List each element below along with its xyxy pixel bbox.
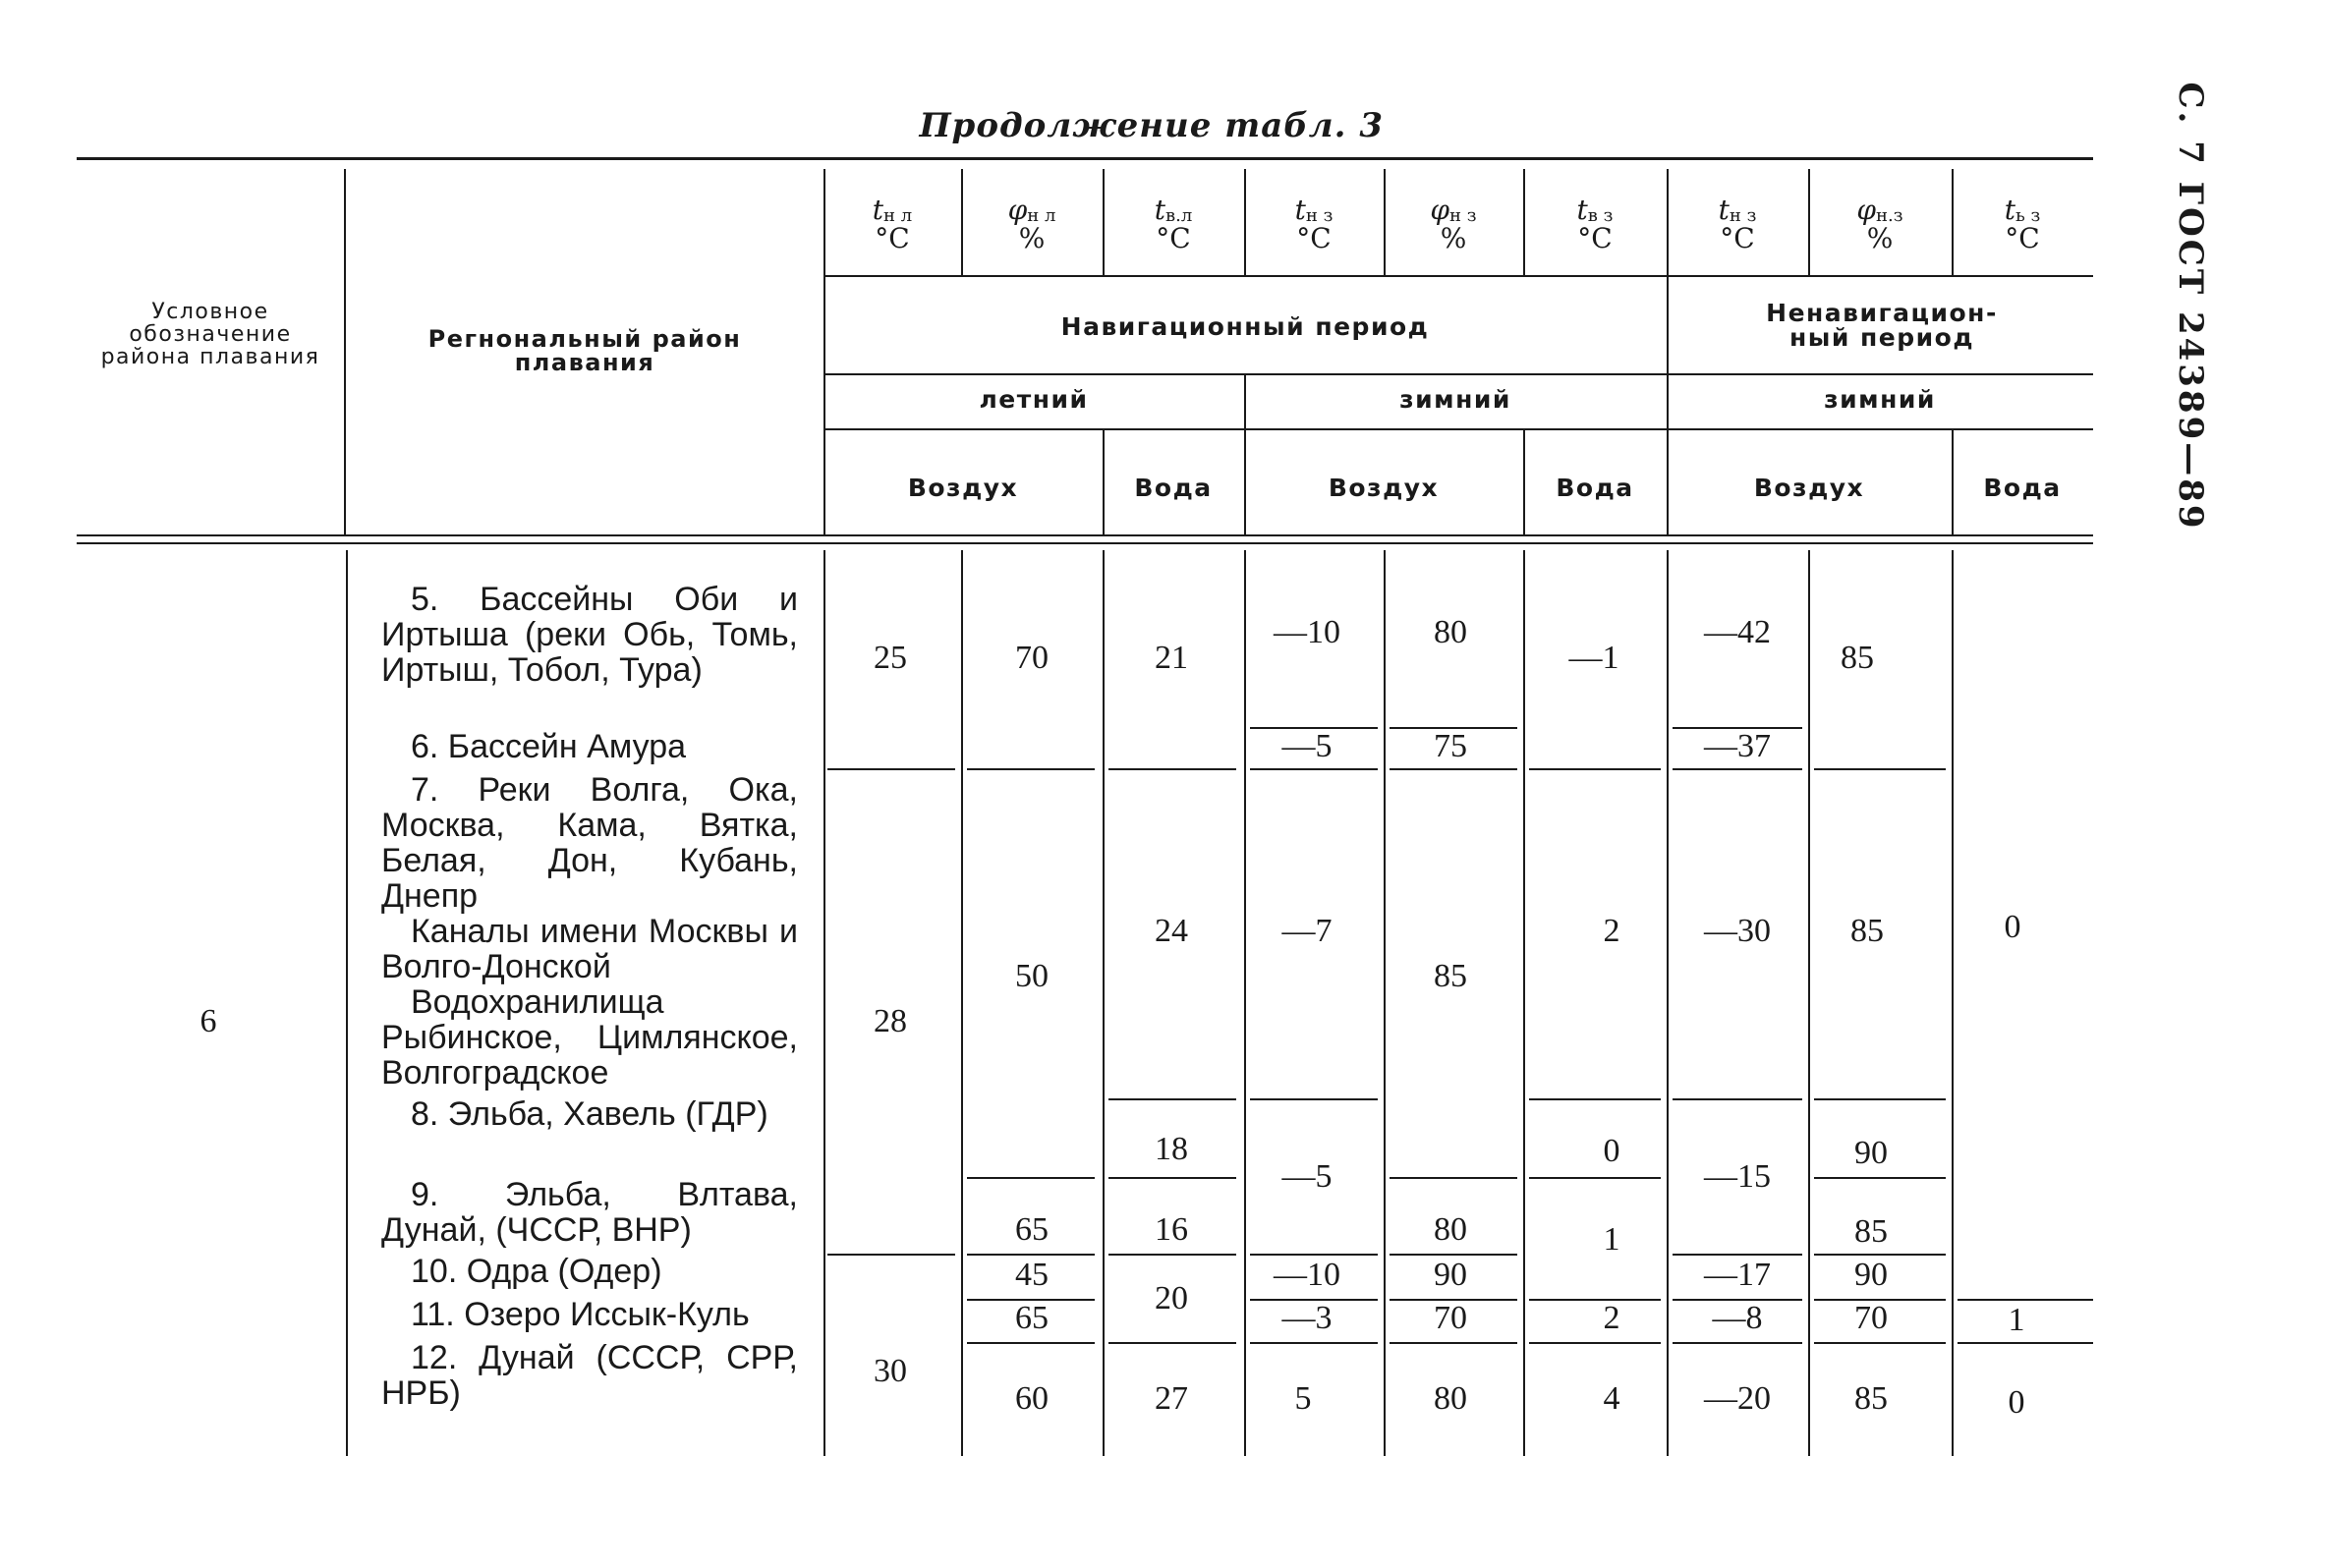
header-water-2: Вода [1556, 474, 1634, 502]
body-vline-5 [1384, 550, 1386, 1456]
body-vline-3 [1103, 550, 1105, 1456]
header-hline-period [823, 373, 2093, 375]
param-3: $t_{н з}$ °С [1294, 194, 1334, 254]
sep-c4-b [1250, 768, 1378, 770]
cell-c2-1: 50 [1015, 958, 1049, 994]
sep-c9-b [1958, 1342, 2093, 1344]
cell-c5-1: 75 [1434, 728, 1467, 764]
body-vline-9 [1952, 550, 1954, 1456]
cell-c5-6: 80 [1434, 1380, 1467, 1417]
region-8: 8. Эльба, Хавель (ГДР) [411, 1095, 768, 1133]
sep-c8-b [1814, 1098, 1946, 1100]
sep-c3-c [1108, 1177, 1236, 1179]
region-11: 11. Озеро Иссык-Куль [411, 1296, 750, 1333]
cell-c3-2: 18 [1155, 1131, 1188, 1167]
header-air-2: Воздух [1328, 474, 1440, 502]
cell-c8-6: 85 [1854, 1380, 1888, 1417]
sep-c8-d [1814, 1254, 1946, 1256]
sep-c5-b [1390, 768, 1517, 770]
sep-c2-a [967, 768, 1095, 770]
sep-c3-b [1108, 1098, 1236, 1100]
cell-c1-1: 28 [874, 1003, 907, 1039]
cell-c3-3: 16 [1155, 1211, 1188, 1248]
cell-c2-0: 70 [1015, 640, 1049, 676]
cell-c7-6: —20 [1704, 1380, 1771, 1417]
cell-c4-6: 5 [1294, 1380, 1312, 1417]
sep-c6-c [1529, 1177, 1661, 1179]
sep-c2-c [967, 1254, 1095, 1256]
cell-c8-4: 90 [1854, 1257, 1888, 1293]
cell-c6-5: 4 [1603, 1380, 1620, 1417]
body-vline-4 [1244, 550, 1246, 1456]
sep-c8-a [1814, 768, 1946, 770]
sep-c1-b [827, 1254, 955, 1256]
param-6: $t_{н з}$ °С [1718, 194, 1757, 254]
header-hline-season [823, 428, 2093, 430]
cell-c7-3: —15 [1704, 1158, 1771, 1195]
param-1: $\varphi_{н л}$ % [1007, 194, 1056, 254]
sep-c3-a [1108, 768, 1236, 770]
sep-c6-b [1529, 1098, 1661, 1100]
cell-c5-5: 70 [1434, 1300, 1467, 1336]
cell-c7-0: —42 [1704, 614, 1771, 650]
header-summer: летний [979, 385, 1089, 414]
sep-c2-e [967, 1342, 1095, 1344]
cell-c8-2: 90 [1854, 1135, 1888, 1171]
cell-c4-1: —5 [1281, 728, 1333, 764]
region-10: 10. Одра (Одер) [411, 1253, 662, 1290]
body-vline-6 [1523, 550, 1525, 1456]
header-rule-1 [77, 534, 2093, 536]
region-6: 6. Бассейн Амура [411, 728, 687, 765]
cell-c8-1: 85 [1850, 913, 1884, 949]
region-7: 7. Реки Волга, Ока, Москва, Кама, Вятка, Белая, Дон, Кубань, Днепр [381, 771, 798, 915]
body-vline-8 [1808, 550, 1810, 1456]
cell-c6-2: 0 [1603, 1133, 1620, 1169]
cell-c4-4: —10 [1274, 1257, 1340, 1293]
cell-c5-0: 80 [1434, 614, 1467, 650]
param-4: $\varphi_{н з}$ % [1430, 194, 1477, 254]
cell-c3-4: 20 [1155, 1280, 1188, 1316]
sep-c5-d [1390, 1254, 1517, 1256]
cell-c7-5: —8 [1712, 1300, 1763, 1336]
body-vline-region [346, 550, 348, 1456]
body-vline-2 [961, 550, 963, 1456]
region-7-reservoirs: Водохранилища Рыбинское, Цимлянское, Волгоградское [381, 983, 798, 1092]
cell-c5-2: 85 [1434, 958, 1467, 994]
region-5: 5. Бассейны Оби и Иртыша (реки Обь, Томь, Иртыш, Тобол, Тура) [381, 581, 798, 689]
cell-c5-4: 90 [1434, 1257, 1467, 1293]
sep-c4-d [1250, 1254, 1378, 1256]
header-air-3: Воздух [1753, 474, 1865, 502]
cell-c1-2: 30 [874, 1353, 907, 1389]
region-7-canals: Каналы имени Москвы и Волго-Донской [381, 913, 798, 985]
sep-c6-a [1529, 768, 1661, 770]
sep-c7-b [1673, 768, 1802, 770]
cell-c7-4: —17 [1704, 1257, 1771, 1293]
param-7: $\varphi_{н.з}$ % [1856, 194, 1903, 254]
body-vline-1 [823, 550, 825, 1456]
header-air-1: Воздух [907, 474, 1019, 502]
header-zone-code: Условное обозначение района плавания [100, 300, 320, 370]
table-top-rule [77, 157, 2093, 160]
zone-code-cell: 6 [199, 1003, 217, 1039]
header-region: Регнональный район плавания [427, 325, 742, 376]
sep-c4-f [1250, 1342, 1378, 1344]
cell-c2-4: 65 [1015, 1300, 1049, 1336]
sep-c1-a [827, 768, 955, 770]
header-water-1: Вода [1134, 474, 1213, 502]
cell-c8-0: 85 [1841, 640, 1874, 676]
sep-c8-c [1814, 1177, 1946, 1179]
sep-c8-f [1814, 1342, 1946, 1344]
cell-c2-2: 65 [1015, 1211, 1049, 1248]
cell-c7-2: —30 [1704, 913, 1771, 949]
cell-c4-2: —7 [1281, 913, 1333, 949]
sep-c7-d [1673, 1254, 1802, 1256]
cell-c2-3: 45 [1015, 1257, 1049, 1293]
sep-c2-b [967, 1177, 1095, 1179]
sep-c5-c [1390, 1177, 1517, 1179]
cell-c6-4: 2 [1603, 1300, 1620, 1336]
param-5: $t_{в з}$ °С [1576, 194, 1614, 254]
cell-c5-3: 80 [1434, 1211, 1467, 1248]
side-page-label [2166, 82, 2215, 532]
header-winter-2: зимний [1824, 385, 1936, 414]
param-8: $t_{ь з}$ °С [2004, 194, 2041, 254]
sep-c4-c [1250, 1098, 1378, 1100]
sep-c3-e [1108, 1342, 1236, 1344]
header-water-3: Вода [1983, 474, 2062, 502]
param-0: $t_{н л}$ °С [872, 194, 913, 254]
cell-c3-5: 27 [1155, 1380, 1188, 1417]
table-caption: Продолжение табл. 3 [919, 106, 1384, 145]
cell-c4-5: —3 [1281, 1300, 1333, 1336]
cell-c8-5: 70 [1854, 1300, 1888, 1336]
cell-c9-2: 0 [2008, 1384, 2025, 1421]
header-vline-a [344, 169, 346, 534]
cell-c2-5: 60 [1015, 1380, 1049, 1417]
param-2: $t_{в.л}$ °С [1154, 194, 1193, 254]
header-non-nav-period: Ненавигацион-ный период [1766, 299, 1998, 352]
body-vline-7 [1667, 550, 1669, 1456]
cell-c4-3: —5 [1281, 1158, 1333, 1195]
cell-c8-3: 85 [1854, 1213, 1888, 1250]
header-nav-period: Навигационный период [1060, 312, 1430, 341]
cell-c9-1: 1 [2008, 1302, 2025, 1338]
sep-c3-d [1108, 1254, 1236, 1256]
cell-c3-1: 24 [1155, 913, 1188, 949]
cell-c4-0: —10 [1274, 614, 1340, 650]
header-hline-params [823, 275, 2093, 277]
cell-c1-0: 25 [874, 640, 907, 676]
cell-c7-1: —37 [1704, 728, 1771, 764]
cell-c3-0: 21 [1155, 640, 1188, 676]
sep-c6-e [1529, 1342, 1661, 1344]
cell-c6-3: 1 [1603, 1221, 1620, 1258]
cell-c6-1: 2 [1603, 913, 1620, 949]
sep-c7-f [1673, 1342, 1802, 1344]
region-9: 9. Эльба, Влтава, Дунай, (ЧССР, ВНР) [381, 1176, 798, 1249]
cell-c6-0: —1 [1568, 640, 1619, 676]
sep-c5-f [1390, 1342, 1517, 1344]
header-winter: зимний [1399, 385, 1511, 414]
header-rule-2 [77, 542, 2093, 544]
side-label-text: С. 7 ГОСТ 24389—89 [2171, 82, 2210, 532]
region-12: 12. Дунай (СССР, СРР, НРБ) [381, 1339, 798, 1412]
sep-c6-d [1529, 1299, 1661, 1301]
sep-c7-c [1673, 1098, 1802, 1100]
sep-c9-a [1958, 1299, 2093, 1301]
cell-c9-0: 0 [2004, 909, 2021, 945]
